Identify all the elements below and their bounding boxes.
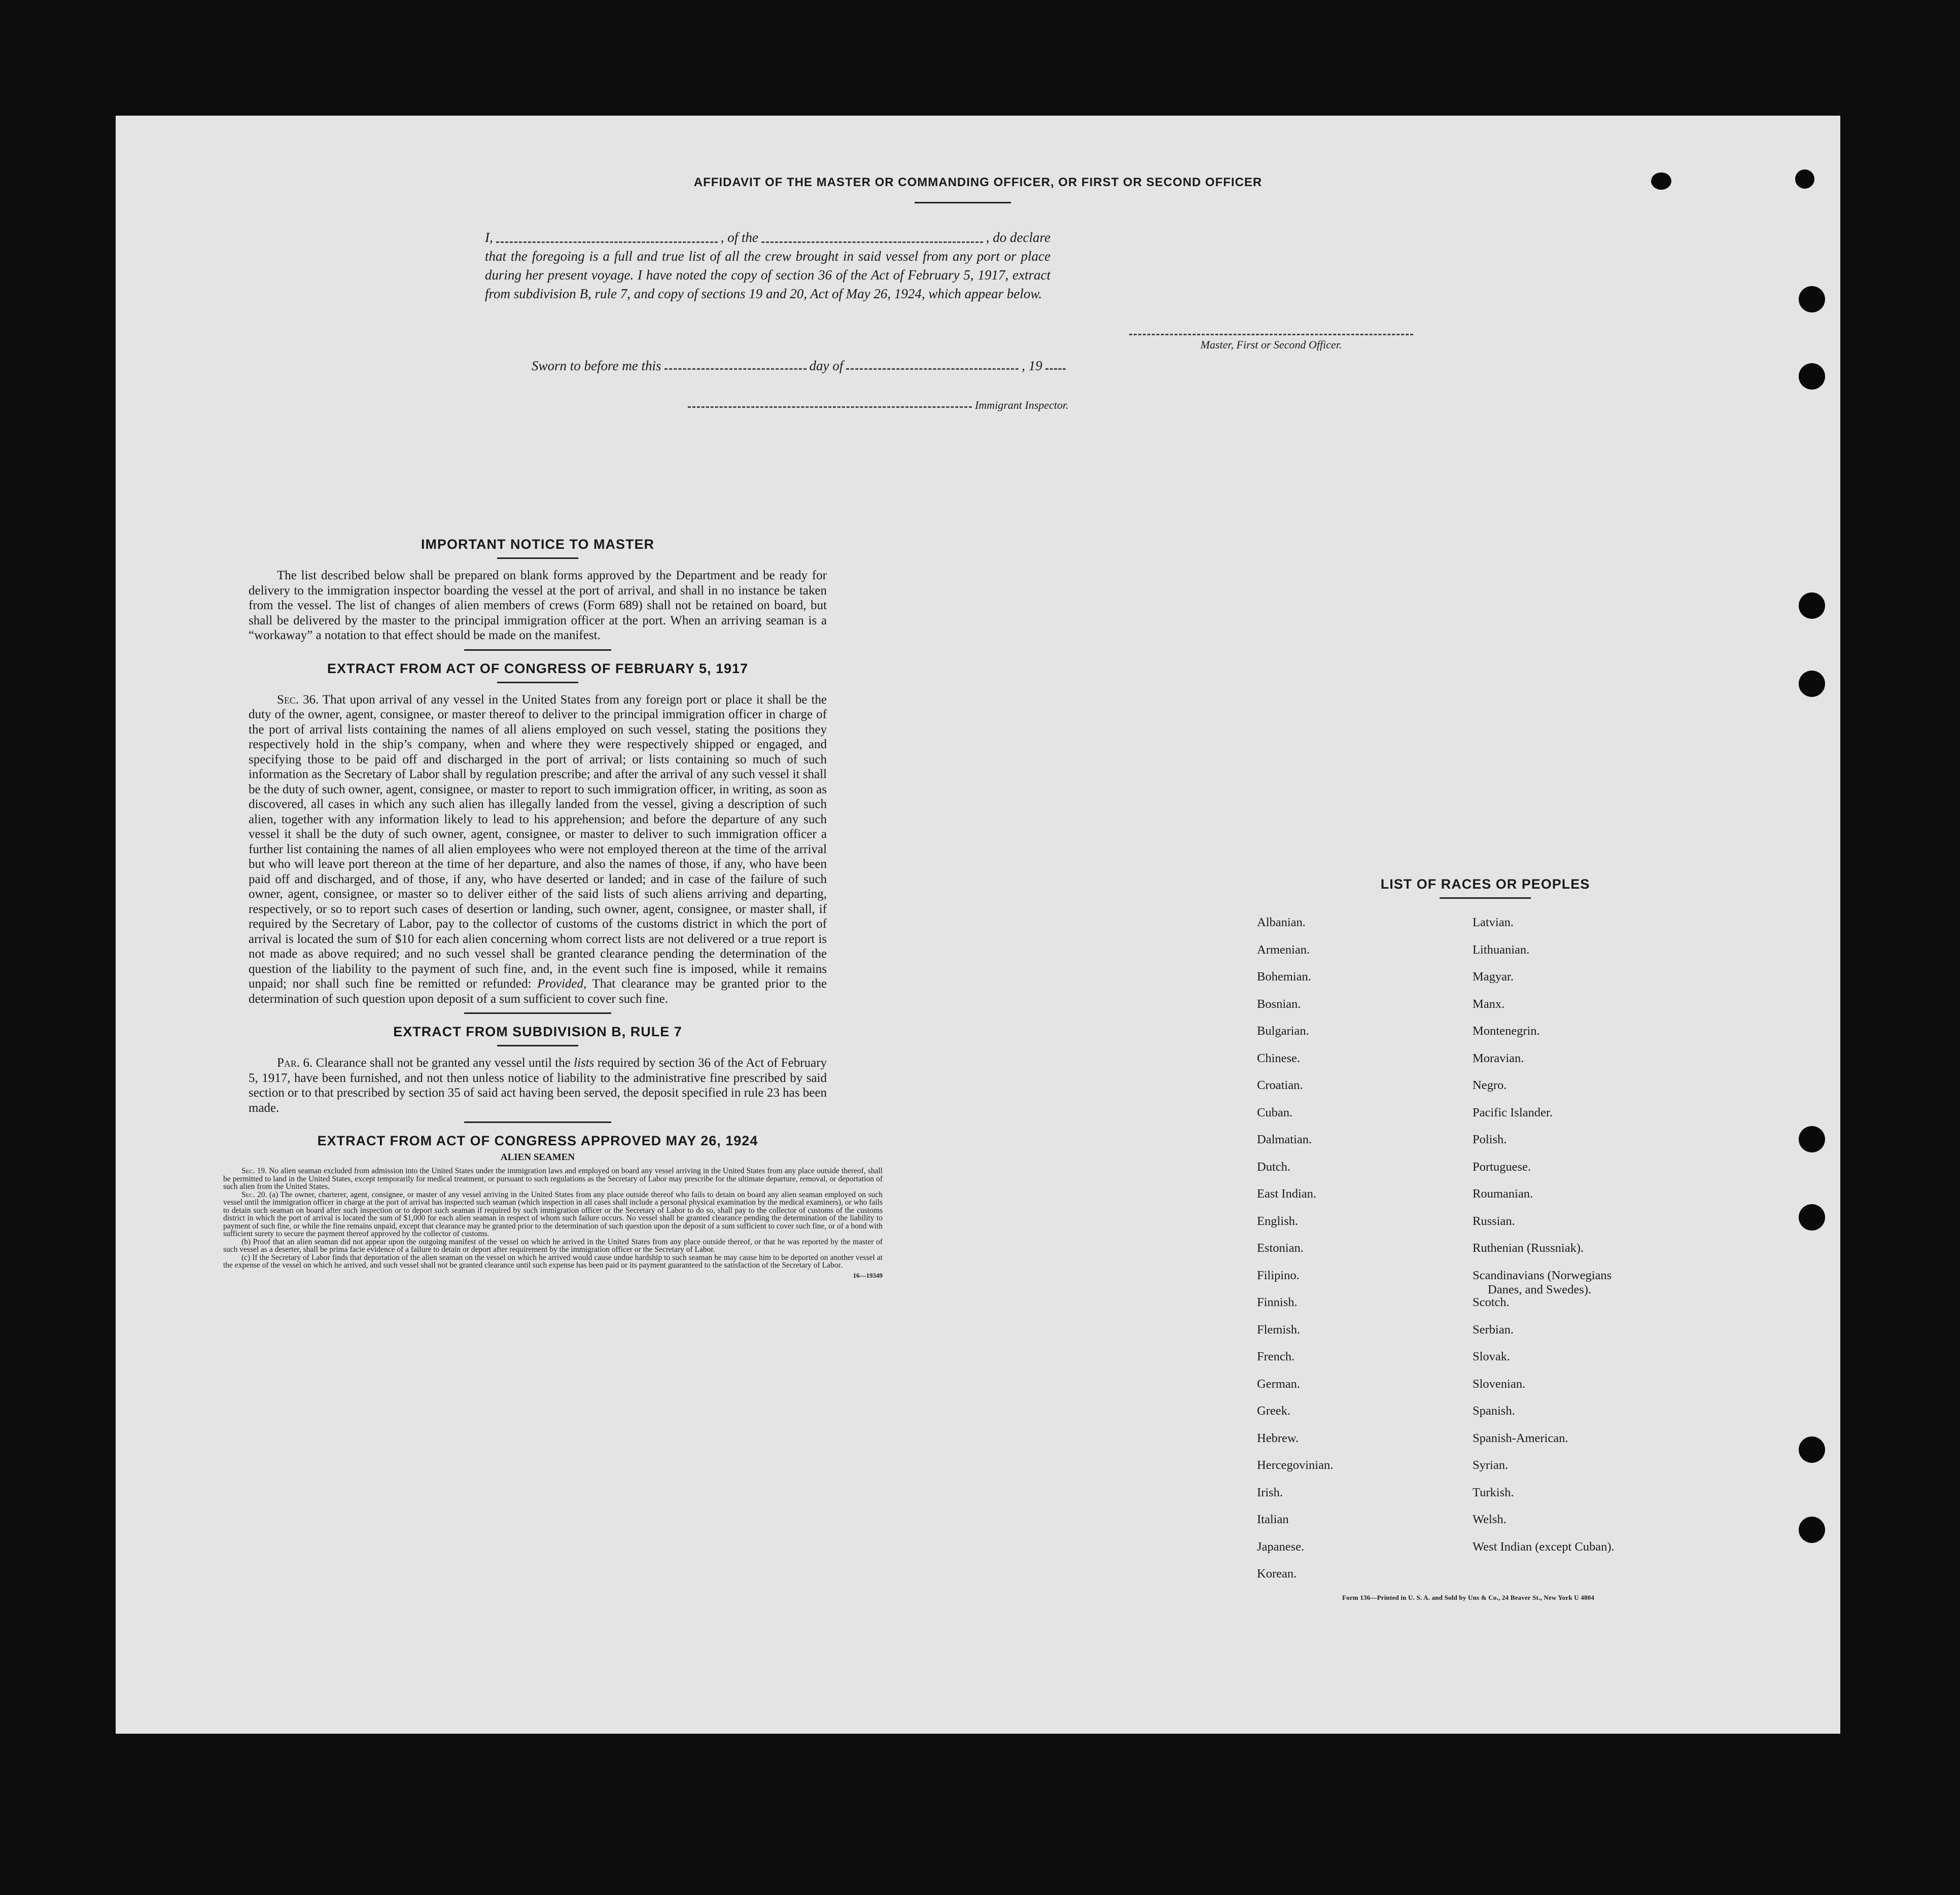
races-list — [1257, 916, 1713, 1581]
inspector-blank[interactable] — [688, 406, 972, 408]
extract-1924-body — [223, 1167, 883, 1280]
extract-1924-title: EXTRACT FROM ACT OF CONGRESS APPROVED MAY 26, 1924 — [317, 1133, 758, 1148]
races-rule — [1440, 897, 1531, 899]
race-item: Slovak. — [1473, 1350, 1511, 1363]
extract-1917-title: EXTRACT FROM ACT OF CONGRESS OF FEBRUARY 5, 1917 — [327, 660, 749, 676]
race-item: Scandinavians (Norwegians — [1473, 1268, 1612, 1282]
section-36-label: Sec. 36. — [277, 692, 319, 707]
race-item: Ruthenian (Russniak). — [1473, 1241, 1584, 1255]
affidavit-line-1 — [485, 228, 1051, 247]
sworn-day-blank[interactable] — [664, 368, 807, 370]
race-item: Portuguese. — [1473, 1160, 1531, 1174]
section-20a-text — [223, 1191, 883, 1238]
race-item: Greek. — [1257, 1404, 1290, 1418]
inspector-line — [685, 399, 1106, 412]
race-item: Korean. — [1257, 1567, 1297, 1581]
sworn-prefix: Sworn to before me this — [532, 358, 661, 373]
race-item: Polish. — [1473, 1133, 1507, 1146]
race-item: Spanish-American. — [1473, 1431, 1568, 1445]
paragraph-6-body-end: required by section 36 of the Act of February 5, 1917, have been furnished, and not then unless notice of liability to the administrative fine prescribed by said section or to that prescribed by section 35 of said act having been served, the deposit specified in rule 23 has been made. — [249, 1056, 827, 1115]
race-item: Magyar. — [1473, 970, 1514, 984]
race-item: Montenegrin. — [1473, 1024, 1540, 1038]
race-item: Hebrew. — [1257, 1431, 1299, 1445]
printer-imprint: Form 136—Printed in U. S. A. and Sold by Uns & Co., 24 Beaver St., New York U 4804 — [1342, 1594, 1595, 1601]
notice-body: The list described below shall be prepared on blank forms approved by the Department and be ready for delivery to the immigration inspector boarding the vessel at the port of arrival, and shall in no instance be taken from the vessel. The list of changes of alien members of crews (Form 689) shall not be retained on board, but shall be delivered by the master to the principal immigration officer at the port. When an arriving seaman is a “workaway” a notation to that effect should be made on the manifest. — [249, 569, 827, 642]
sworn-month-blank[interactable] — [846, 368, 1019, 370]
rule-7-title: EXTRACT FROM SUBDIVISION B, RULE 7 — [393, 1024, 682, 1039]
rule-7-rule — [497, 1045, 578, 1046]
title-rule — [915, 202, 1011, 203]
race-item: West Indian (except Cuban). — [1473, 1539, 1615, 1554]
section-19-body: No alien seaman excluded from admission into the United States under the immigration laws and employed on board any vessel arriving in the United States from any place outside thereof, shall be permitted to land in the United States, except temporarily for medical treatment, or pursuant to such regulations as the Secretary of Labor may prescribe for the ultimate departure, removal, or deportation of such alien from the United States. — [223, 1167, 883, 1191]
extract-1917-rule — [497, 682, 578, 683]
signature-block — [1129, 334, 1413, 352]
race-item: Roumanian. — [1473, 1187, 1533, 1201]
name-blank[interactable] — [496, 241, 718, 243]
race-item: Pacific Islander. — [1473, 1105, 1553, 1119]
alien-seamen-subtitle: ALIEN SEAMEN — [500, 1152, 575, 1163]
binder-hole — [1799, 1517, 1825, 1543]
sworn-year-label: , 19 — [1022, 358, 1042, 373]
race-item: Dalmatian. — [1257, 1133, 1312, 1146]
binder-hole — [1651, 172, 1671, 190]
signature-label: Master, First or Second Officer. — [1200, 338, 1342, 351]
section-divider — [464, 1121, 611, 1123]
affidavit-text — [485, 228, 1051, 303]
binder-hole — [1799, 363, 1825, 390]
race-item: East Indian. — [1257, 1187, 1317, 1201]
race-item: Spanish. — [1473, 1404, 1515, 1418]
section-20-label: Sec. 20. — [241, 1190, 267, 1199]
race-item: Serbian. — [1473, 1322, 1514, 1337]
race-item: Italian — [1257, 1513, 1289, 1526]
race-item: Irish. — [1257, 1485, 1283, 1499]
race-item: Bosnian. — [1257, 997, 1301, 1011]
race-item: French. — [1257, 1350, 1295, 1363]
race-item: Bohemian. — [1257, 970, 1311, 984]
race-item: Dutch. — [1257, 1160, 1290, 1174]
left-column — [223, 537, 883, 1280]
paragraph-6-label: Par. 6. — [277, 1056, 313, 1070]
race-item: Cuban. — [1257, 1105, 1293, 1119]
vessel-blank[interactable] — [761, 241, 983, 243]
notice-rule — [497, 557, 578, 559]
binder-hole — [1799, 1126, 1825, 1152]
race-item: English. — [1257, 1214, 1298, 1228]
section-20b-text: (b) Proof that an alien seaman did not appear upon the outgoing manifest of the vessel on which he arrived in the United States from any place outside thereof, or that he was reported by the master of such vessel as a deserter, shall be prima facie evidence of a failure to detain or deport after requirement by the immigration officer or the Secretary of Labor. — [223, 1237, 883, 1254]
lists-word: lists — [574, 1056, 594, 1070]
paragraph-6-text — [249, 1056, 827, 1115]
affidavit-declare: , do declare — [986, 230, 1051, 245]
race-item: Negro. — [1473, 1078, 1507, 1092]
signature-blank[interactable] — [1129, 334, 1413, 335]
race-item: Armenian. — [1257, 942, 1310, 957]
binder-hole — [1799, 286, 1825, 312]
race-item: Russian. — [1473, 1214, 1515, 1228]
section-19-label: Sec. 19. — [241, 1167, 267, 1175]
race-item: Bulgarian. — [1257, 1024, 1309, 1038]
race-item: Estonian. — [1257, 1241, 1304, 1255]
race-item: Welsh. — [1473, 1513, 1507, 1526]
race-item: Flemish. — [1257, 1322, 1301, 1337]
race-item: Scotch. — [1473, 1295, 1510, 1309]
race-item: Lithuanian. — [1473, 942, 1530, 957]
section-36-body: That upon arrival of any vessel in the United States from any foreign port or place it shall be the duty of the owner, agent, consignee, or master thereof to deliver to the principal immigration officer in charge of the port of arrival lists containing the names of all aliens employed on such vessel, stating the positions they respectively hold in the ship’s company, when and where they were respectively shipped or engaged, and specifying those to be paid off and discharged in the port of arrival; or lists containing so much of such information as the Secretary of Labor shall by regulation prescribe; and after the arrival of any such vessel it shall be the duty of such owner, agent, consignee, or master to report to such immigration officer, in writing, as soon as discovered, all cases in which any such alien has illegally landed from the vessel, giving a description of such alien, together with any information likely to lead to his apprehension; and before the departure of any such vessel it shall be the duty of such owner, agent, consignee, or master to deliver to such immigration officer a further list containing the names of all alien employees who were not employed thereon at the time of the arrival but who will leave port thereon at the time of her departure, and also the names of those, if any, who have been paid off and discharged, and of those, if any, who have deserted or landed; and in case of the failure of such owner, agent, consignee, or master so to deliver either of the said lists of such aliens arriving and departing, respectively, or so to report such cases of desertion or landing, such owner, agent, consignee, or master shall, if required by the Secretary of Labor, pay to the collector of customs of the customs district in which the port of arrival is located the sum of $10 for each alien concerning whom correct lists are not delivered or a true report is not made as above required; and no such vessel shall be granted clearance pending the determination of the question of the liability to the payment of such fine, and, in the event such fine is imposed, while it remains unpaid; nor shall such fine be remitted or refunded: — [249, 692, 827, 991]
section-20c-text: (c) If the Secretary of Labor finds that deportation of the alien seaman on the vessel on which he arrived would cause undue hardship to such seaman he may cause him to be deported on another vessel at the expense of the vessel on which he arrived, and such vessel shall not be granted clearance until such expense has been paid or its payment guaranteed to the satisfaction of the Secretary of Labor. — [223, 1253, 883, 1270]
binder-hole — [1799, 1436, 1825, 1463]
binder-hole — [1799, 592, 1825, 619]
section-36-text — [249, 692, 827, 1007]
binder-hole — [1795, 169, 1814, 189]
race-item: Albanian. — [1257, 916, 1306, 929]
section-36-body-end: That clearance may be granted prior to the determination of such question upon deposit of a sum sufficient to cover such fine. — [249, 977, 827, 1006]
form-number: 16—19349 — [853, 1271, 883, 1279]
race-item: Chinese. — [1257, 1051, 1301, 1065]
race-item: German. — [1257, 1377, 1301, 1391]
sworn-line — [532, 358, 1140, 374]
race-item: Japanese. — [1257, 1539, 1305, 1554]
race-item: Danes, and Swedes). — [1488, 1282, 1592, 1296]
notice-title: IMPORTANT NOTICE TO MASTER — [421, 537, 654, 552]
race-item: Moravian. — [1473, 1051, 1524, 1065]
affidavit-of-the: , of the — [720, 230, 758, 245]
document-sheet — [116, 116, 1840, 1734]
affidavit-body: that the foregoing is a full and true list of all the crew brought in said vessel from any port or place during her present voyage. I have noted the copy of section 36 of the Act of February 5, 1917, extract from subdivision B, rule 7, and copy of sections 19 and 20, Act of May 26, 1924, which appear below. — [485, 249, 1051, 301]
binder-hole — [1799, 671, 1825, 697]
provided-word: Provided, — [537, 977, 587, 991]
binder-hole — [1799, 1204, 1825, 1231]
races-title: LIST OF RACES OR PEOPLES — [1380, 876, 1590, 892]
race-item: Manx. — [1473, 997, 1505, 1011]
sworn-day-label: day of — [809, 358, 844, 373]
race-item: Hercegovinian. — [1257, 1458, 1334, 1472]
paragraph-6-body: Clearance shall not be granted any vessel until the — [316, 1056, 571, 1070]
race-item: Filipino. — [1257, 1268, 1300, 1282]
affidavit-title: AFFIDAVIT OF THE MASTER OR COMMANDING OFFICER, OR FIRST OR SECOND OFFICER — [693, 176, 1263, 189]
race-item: Syrian. — [1473, 1458, 1509, 1472]
section-divider — [464, 649, 611, 651]
sworn-year-blank[interactable] — [1045, 368, 1066, 370]
section-20a-body: (a) The owner, charterer, agent, consignee, or master of any vessel arriving in the United States from any place outside thereof who fails to detain on board any alien seaman employed on such vessel until the immigration officer in charge at the port of arrival has inspected such seaman (which inspection in all cases shall include a personal physical examination by the medical examiners), or who fails to detain such seaman on board after such inspection or to deport such seaman if required by such immigration officer or the Secretary of Labor to do so, shall pay to the collector of customs of the customs district in which the port of arrival is located the sum of $1,000 for each alien seaman in respect of whom such failure occurs. No vessel shall be granted clearance pending the determination of the liability to payment of such fine, or while the fine remains unpaid, except that clearance may be granted prior to the determination of such question upon the deposit of a sum sufficient to cover such fine, or of a bond with sufficient surety to secure the payment thereof approved by the collector of customs. — [223, 1190, 883, 1238]
section-19-text — [223, 1167, 883, 1191]
race-item: Slovenian. — [1473, 1377, 1526, 1391]
races-column — [1257, 876, 1713, 1581]
race-item: Finnish. — [1257, 1295, 1298, 1309]
section-divider — [464, 1012, 611, 1014]
inspector-label: Immigrant Inspector. — [975, 399, 1069, 411]
race-item: Croatian. — [1257, 1078, 1303, 1092]
affidavit-i: I, — [485, 230, 493, 245]
race-item: Latvian. — [1473, 916, 1514, 929]
race-item: Turkish. — [1473, 1485, 1514, 1499]
